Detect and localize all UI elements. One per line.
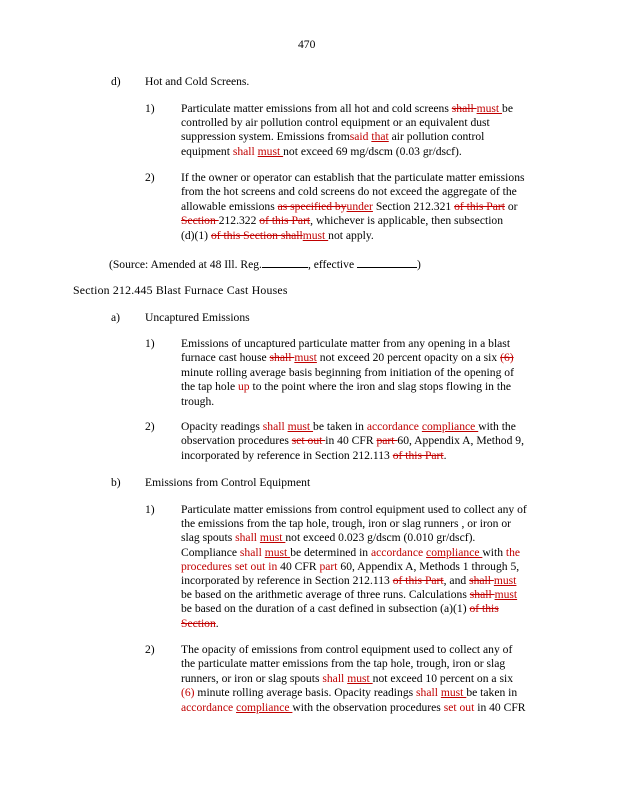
text: trough.	[181, 394, 215, 408]
deleted-text: shall	[451, 102, 477, 115]
inserted-text: must	[440, 686, 467, 700]
text: be determined in	[290, 545, 371, 559]
inserted-text: shall	[416, 686, 438, 700]
text: (Source: Amended at 48 Ill. Reg.	[109, 258, 262, 271]
paragraph-b1	[181, 503, 527, 631]
text: be based on the duration of a cast defined in subsection (a)(1)	[181, 602, 470, 616]
blank-line	[262, 257, 308, 268]
text: (d)(1)	[181, 228, 211, 242]
paragraph-number: 1)	[145, 102, 155, 115]
text: controlled by air pollution control equipment or an equivalent dust	[181, 116, 490, 130]
inserted-text: must	[476, 102, 503, 115]
deleted-text: part	[376, 434, 398, 448]
inserted-text: that	[371, 130, 389, 144]
paragraph-d2	[181, 171, 525, 243]
deleted-text: shall	[469, 574, 494, 588]
text: furnace cast house	[181, 351, 270, 365]
text: Compliance	[181, 545, 240, 559]
paragraph-number: 1)	[145, 337, 155, 350]
inserted-text: part	[319, 559, 341, 573]
text: with the observation procedures	[292, 700, 444, 714]
text: runners, or iron or slag spouts	[181, 671, 323, 685]
blank-line	[357, 257, 417, 268]
paragraph-a2	[181, 420, 524, 463]
page-number: 470	[298, 38, 316, 51]
deleted-text: shall	[269, 351, 295, 365]
text: , and	[443, 574, 470, 588]
inserted-text: accordance	[371, 545, 424, 559]
paragraph-number: 2)	[145, 643, 155, 656]
text: the emissions from the tap hole, trough, iron or slag runners , or iron or	[181, 517, 512, 531]
deleted-text: set out	[291, 434, 326, 448]
inserted-text: compliance	[421, 420, 479, 433]
text: be	[502, 102, 513, 115]
inserted-text: must	[264, 545, 291, 559]
text: minute rolling average basis. Opacity readings	[194, 686, 417, 700]
inserted-text: must	[494, 588, 518, 602]
text: Emissions of uncaptured particulate matter from any opening in a blast	[181, 337, 511, 350]
source-note	[109, 257, 421, 271]
inserted-text: accordance	[366, 420, 419, 433]
deleted-text: of this Part	[259, 214, 311, 228]
deleted-text: of this Section shall	[210, 228, 303, 242]
text: allowable emissions	[181, 199, 278, 213]
text: incorporated by reference in Section 212.113	[181, 448, 393, 462]
subsection-heading-a: Uncaptured Emissions	[145, 311, 250, 324]
text: Particulate matter emissions from control equipment used to collect any of	[181, 503, 527, 516]
text: 60, Appendix A, Method 9,	[397, 434, 524, 448]
text: in 40 CFR	[325, 434, 377, 448]
deleted-text: (6)	[500, 351, 514, 365]
text: .	[215, 616, 219, 630]
text: in 40 CFR	[477, 700, 526, 714]
text: The opacity of emissions from control equipment used to collect any of	[181, 643, 513, 656]
text: be taken in	[466, 686, 518, 700]
subsection-heading-b: Emissions from Control Equipment	[145, 476, 311, 489]
text: slag spouts	[181, 531, 236, 545]
paragraph-d1	[181, 102, 513, 159]
text: be based on the arithmetic average of three runs. Calculations	[181, 588, 470, 602]
deleted-text: of this Part	[392, 574, 444, 588]
deleted-text: of this Part	[392, 448, 444, 462]
text: or	[504, 199, 518, 213]
paragraph-a1	[181, 337, 514, 409]
inserted-text: must	[287, 420, 314, 433]
inserted-text: shall	[232, 144, 255, 158]
inserted-text: accordance	[181, 700, 234, 714]
inserted-text: compliance	[426, 545, 483, 559]
paragraph-number: 1)	[145, 503, 155, 516]
subsection-label-a: a)	[111, 311, 121, 324]
text: not exceed 0.023 g/dscm (0.010 gr/dscf).	[285, 531, 476, 545]
text: equipment	[181, 144, 233, 158]
subsection-heading-d: Hot and Cold Screens.	[145, 75, 250, 88]
text: Opacity readings	[181, 420, 263, 433]
text: be taken in	[313, 420, 367, 433]
paragraph-number: 2)	[145, 420, 155, 433]
inserted-text: must	[259, 531, 286, 545]
text: minute rolling average basis beginning from initiation of the opening of	[181, 365, 514, 379]
paragraph-number: 2)	[145, 171, 155, 184]
paragraph-b2	[181, 643, 526, 715]
text: not exceed 69 mg/dscm (0.03 gr/dscf).	[283, 144, 462, 158]
inserted-text: said	[349, 130, 369, 144]
section-title: Section 212.445 Blast Furnace Cast Houses	[73, 283, 288, 297]
text: air pollution control	[388, 130, 485, 144]
text: 40 CFR	[277, 559, 320, 573]
text: Section 212.321	[372, 199, 455, 213]
inserted-text: up	[237, 380, 253, 394]
text: the particulate matter emissions from the tap hole, trough, iron or slag	[181, 657, 506, 671]
inserted-text: under	[346, 199, 373, 213]
inserted-text: must	[257, 144, 284, 158]
inserted-text: compliance	[236, 700, 293, 714]
text: not exceed 20 percent opacity on a six	[316, 351, 501, 365]
inserted-text: must	[493, 574, 517, 588]
text: suppression system. Emissions from	[181, 130, 350, 144]
inserted-text: (6)	[181, 686, 195, 700]
inserted-text: procedures set out in	[181, 559, 278, 573]
inserted-text: must	[294, 351, 317, 365]
text: not apply.	[328, 228, 374, 242]
text: not exceed 10 percent on a six	[372, 671, 513, 685]
text: 60, Appendix A, Methods 1 through 5,	[340, 559, 520, 573]
deleted-text: shall	[469, 588, 495, 602]
text: 212.322	[218, 214, 260, 228]
deleted-text: of this Part	[454, 199, 505, 213]
text: with the	[478, 420, 516, 433]
text: with	[482, 545, 506, 559]
text: incorporated by reference in Section 212.113	[181, 574, 393, 588]
text: .	[443, 448, 447, 462]
deleted-text: as specified by	[277, 199, 347, 213]
inserted-text: shall	[262, 420, 285, 433]
text: observation procedures	[181, 434, 292, 448]
inserted-text: the	[505, 545, 521, 559]
text: from the hot screens and cold screens do not exceed the aggregate of the	[181, 185, 517, 199]
deleted-text: Section	[181, 616, 216, 630]
text: Particulate matter emissions from all hot and cold screens	[181, 102, 452, 115]
text: the tap hole	[181, 380, 238, 394]
text: , whichever is applicable, then subsection	[310, 214, 504, 228]
subsection-label-b: b)	[111, 476, 121, 489]
text: , effective	[307, 258, 357, 271]
text: If the owner or operator can establish that the particulate matter emissions	[181, 171, 525, 184]
deleted-text: Section	[181, 214, 219, 228]
deleted-text: of this	[469, 602, 499, 616]
inserted-text: shall	[239, 545, 262, 559]
inserted-text: shall	[235, 531, 258, 545]
text: to the point where the iron and slag stops flowing in the	[252, 380, 512, 394]
inserted-text: shall	[322, 671, 345, 685]
subsection-label-d: d)	[111, 75, 121, 88]
inserted-text: must	[347, 671, 373, 685]
inserted-text: must	[302, 228, 329, 242]
text: )	[416, 258, 421, 271]
inserted-text: set out	[443, 700, 478, 714]
